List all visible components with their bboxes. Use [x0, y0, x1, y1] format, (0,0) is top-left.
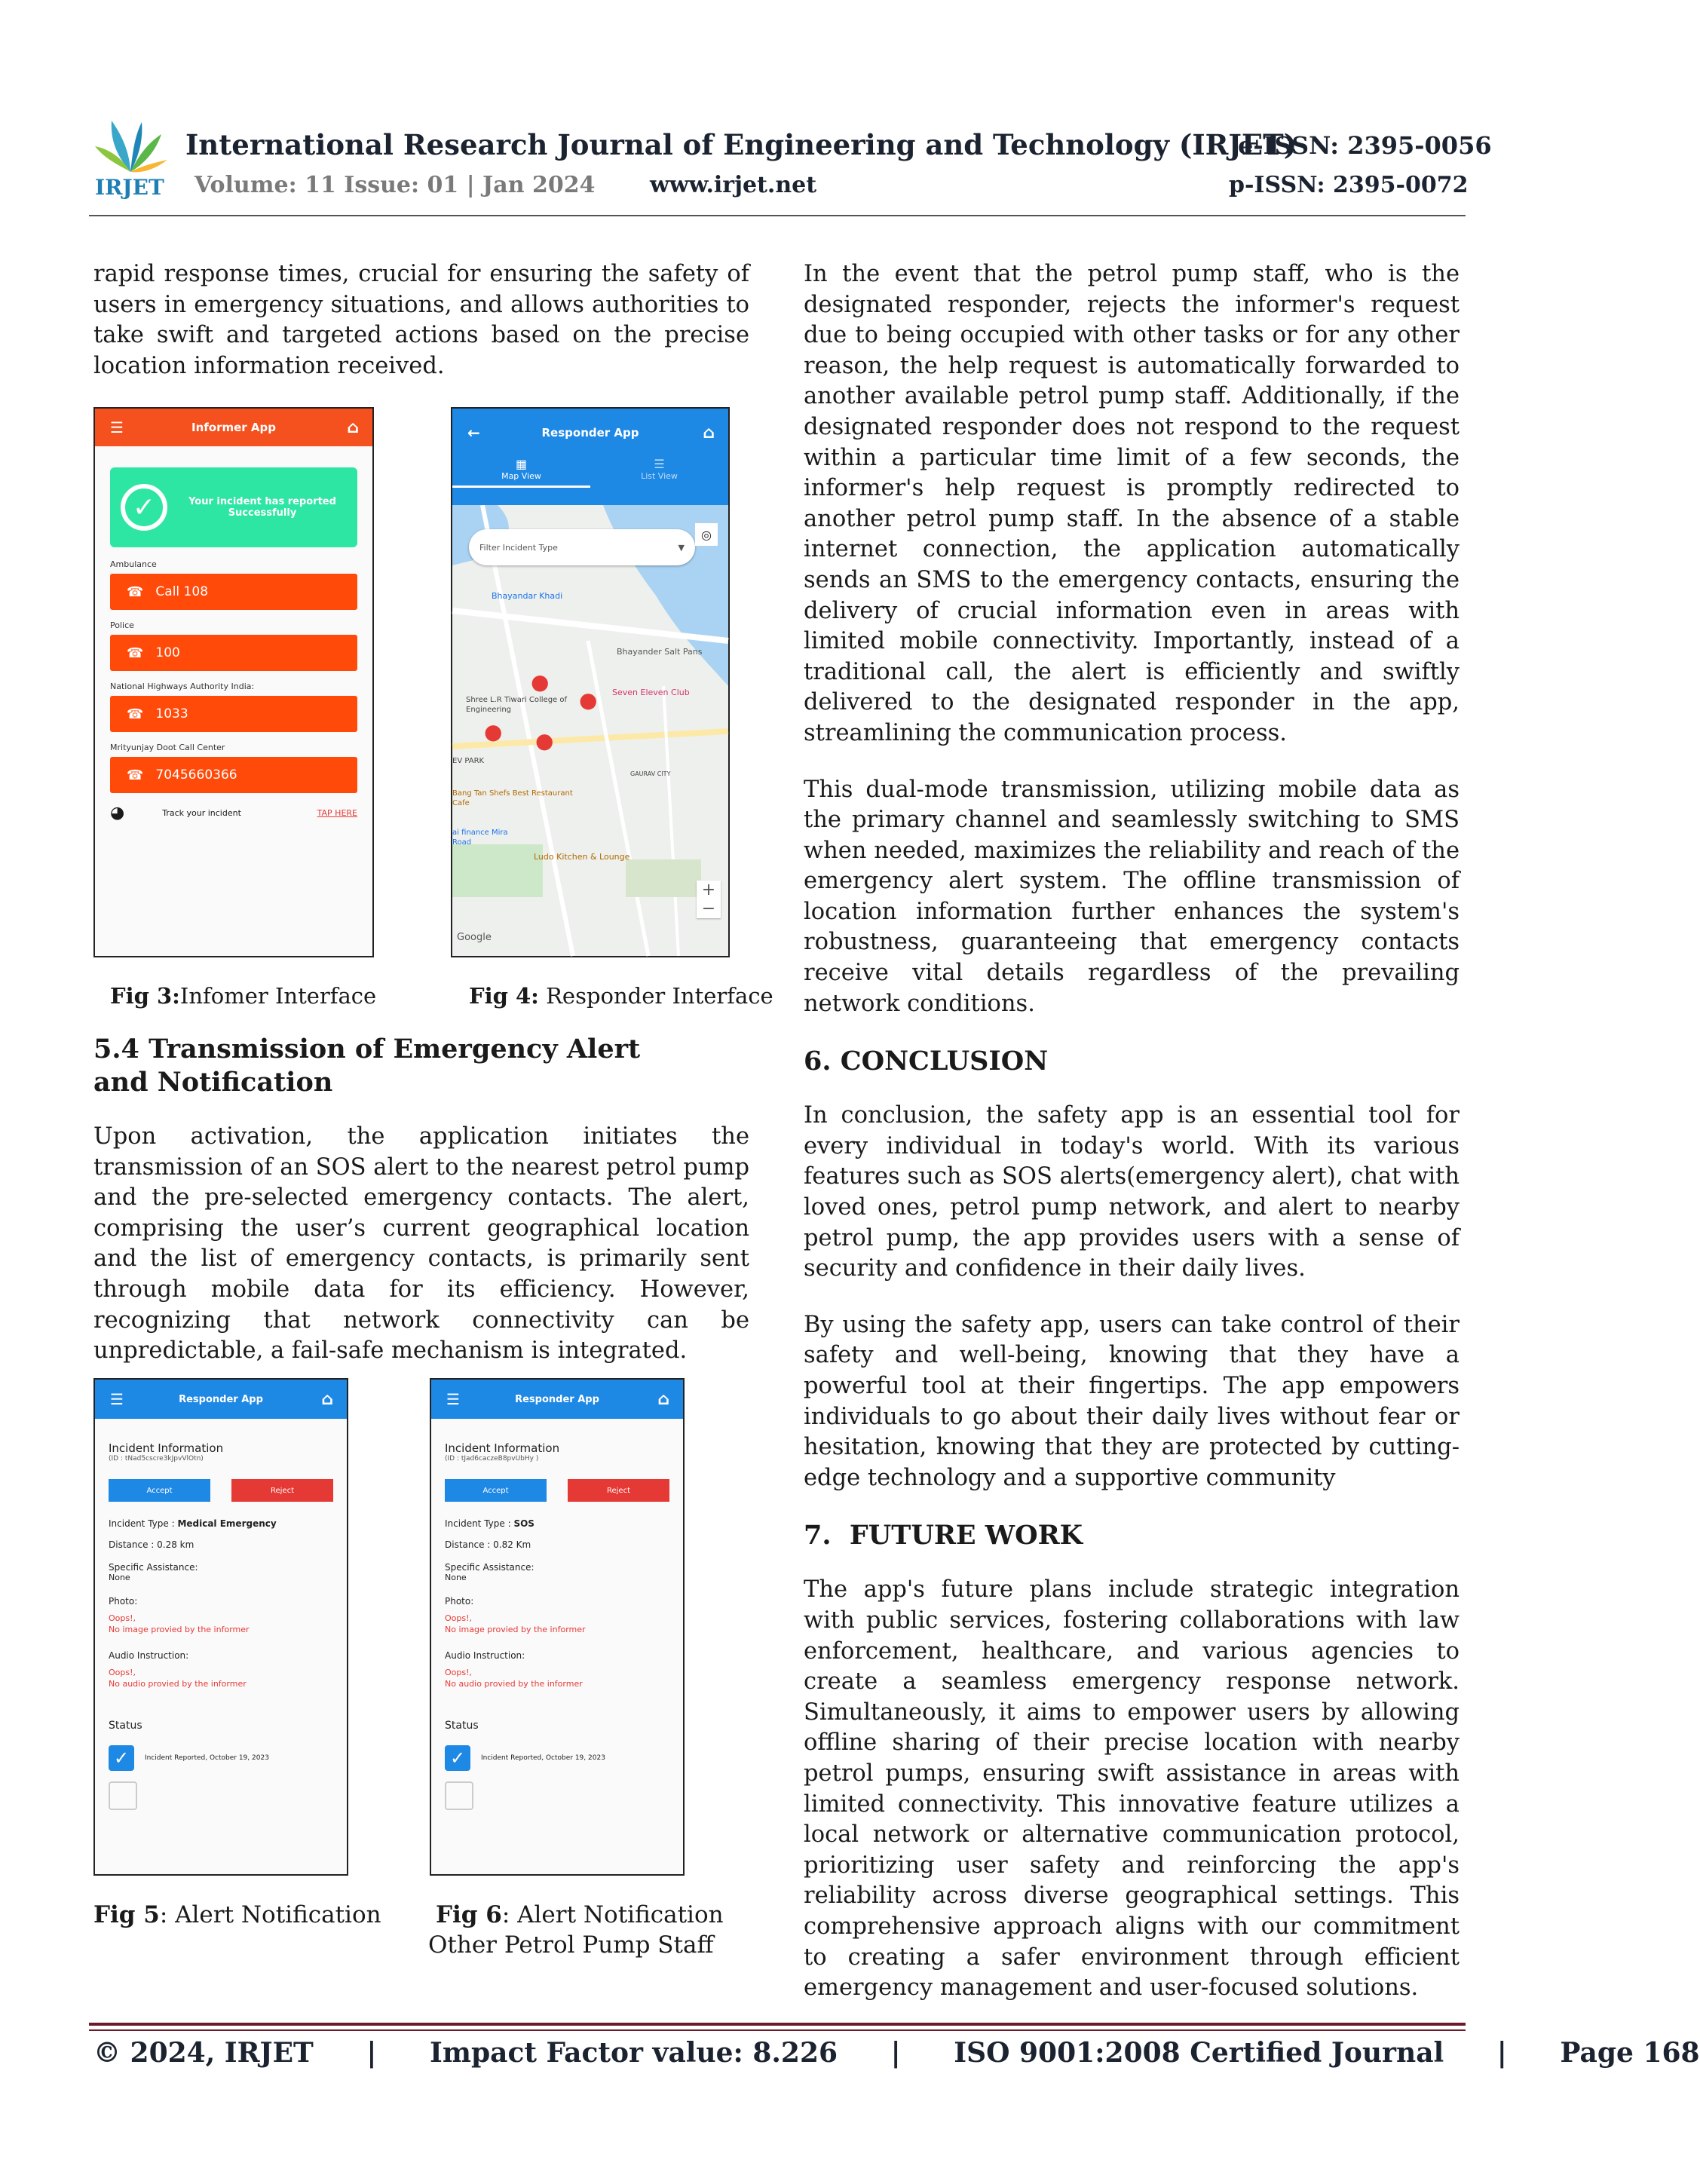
footer-rule-thin	[89, 2029, 1466, 2031]
call-ambulance-button[interactable]: ☎ Call 108	[110, 574, 357, 610]
section-5-4	[93, 1033, 749, 1392]
eissn: e-ISSN: 2395-0056	[1238, 131, 1492, 160]
home-icon: ⌂	[347, 418, 359, 437]
intro-text: rapid response times, crucial for ensuring the safety of users in emergency situations, and allows authorities to take swift and targeted actions based on the precise location information received.	[93, 261, 749, 379]
zoom-out-button[interactable]: −	[701, 899, 716, 918]
header-rule	[89, 215, 1466, 216]
footer	[93, 2037, 1700, 2069]
audio-message: No audio provied by the informer	[445, 1679, 583, 1689]
assistance-value: None	[109, 1573, 130, 1582]
audio-oops: Oops!,	[109, 1668, 136, 1677]
phone-icon: ☎	[127, 645, 144, 661]
my-location-icon[interactable]: ◎	[695, 523, 718, 546]
assistance-label: Specific Assistance:	[445, 1562, 535, 1573]
track-incident-row	[110, 804, 357, 822]
section-5-4-text: Upon activation, the application initiates the transmission of an SOS alert to the nearest petrol pump and the pre-selected emergency contacts. The alert, comprising the user’s current geographical location and the list of emergency contacts, is primarily sent through mobile data for its efficiency. However, recognizing that network connectivity can be unpredictable, a fail-safe mechanism is integrated.	[93, 1123, 749, 1365]
call-police-button[interactable]: ☎ 100	[110, 635, 357, 671]
status-row	[445, 1745, 669, 1771]
footer-separator: |	[1496, 2037, 1507, 2069]
footer-iso: ISO 9001:2008 Certified Journal	[954, 2037, 1444, 2069]
check-circle-icon: ✓	[121, 484, 167, 531]
tab-map-view[interactable]: ▦ Map View	[452, 457, 590, 488]
pending-checkbox	[109, 1781, 137, 1810]
footer-impact-factor: Impact Factor value: 8.226	[430, 2037, 838, 2069]
incident-pin-icon[interactable]: ●	[579, 688, 598, 712]
photo-oops: Oops!,	[109, 1613, 136, 1623]
fig3-caption: Fig 3:Infomer Interface	[110, 983, 377, 1009]
incident-id: (ID : tNad5cscre3kJpvVlOtn)	[109, 1455, 204, 1463]
accept-button[interactable]: Accept	[109, 1479, 210, 1502]
responder-forwarding-text: In the event that the petrol pump staff, who is the designated responder, rejects the informer's request due to being occupied with other tasks or for any other reason, the help request is automatically forwarded to another available petrol pump staff. Additionally, if the designated responder does not respond to the request within a particular time limit of a few seconds, the informer's help request is promptly redirected to another petrol pump staff. In the absence of a stable internet connection, the application automatically sends an SMS to the emergency contacts, ensuring the delivery of crucial information even in areas with limited mobile connectivity. Importantly, instead of a traditional call, the alert is efficiently and swiftly delivered to the designated responder in the app, streamlining the communication process.	[804, 261, 1460, 746]
assistance-label: Specific Assistance:	[109, 1562, 198, 1573]
phone-icon: ☎	[127, 706, 144, 722]
photo-label: Photo:	[445, 1596, 474, 1607]
audio-label: Audio Instruction:	[109, 1650, 189, 1661]
place-ev-park: EV PARK	[452, 757, 485, 765]
fig4-caption: Fig 4: Responder Interface	[469, 983, 773, 1009]
google-logo: Google	[457, 932, 492, 943]
place-seven-eleven: Seven Eleven Club	[612, 688, 690, 697]
informer-app-title: Informer App	[191, 421, 276, 434]
call-nhai-button[interactable]: ☎ 1033	[110, 696, 357, 732]
volume-issue: Volume: 11 Issue: 01 | Jan 2024	[195, 172, 596, 198]
phone-icon: ☎	[127, 584, 144, 600]
responder-map-header	[452, 409, 728, 505]
fig6-caption: Fig 6: Alert Notification	[436, 1901, 724, 1928]
journal-title: International Research Journal of Engineering and Technology (IRJET)	[185, 128, 1297, 161]
responder-app-bar	[431, 1380, 683, 1419]
status-item: Incident Reported, October 19, 2023	[481, 1754, 605, 1762]
nhai-label: National Highways Authority India:	[110, 682, 255, 691]
incident-distance: Distance : 0.82 Km	[445, 1539, 531, 1550]
place-salt-pans: Bhayander Salt Pans	[617, 647, 703, 657]
place-ludo-kitchen: Ludo Kitchen & Lounge	[534, 852, 630, 862]
informer-app-screenshot	[93, 407, 374, 957]
filter-incident-select[interactable]: Filter Incident Type ▼	[469, 529, 695, 565]
pending-checkbox	[445, 1781, 473, 1810]
place-bhayandar-khadi: Bhayandar Khadi	[492, 591, 563, 601]
menu-icon[interactable]: ☰	[446, 1390, 460, 1408]
home-icon[interactable]: ⌂	[657, 1389, 669, 1409]
phone-icon: ☎	[127, 767, 144, 783]
list-icon: ☰	[654, 457, 665, 471]
zoom-in-button[interactable]: +	[701, 881, 716, 899]
audio-label: Audio Instruction:	[445, 1650, 525, 1661]
place-college: Shree L.R Tiwari College of Engineering	[466, 696, 568, 714]
logo-text: IRJET	[95, 175, 164, 200]
responder-app-bar	[95, 1380, 347, 1419]
check-icon: ✓	[109, 1745, 134, 1771]
photo-message: No image provied by the informer	[445, 1625, 586, 1634]
responder-app-title: Responder App	[515, 1393, 599, 1405]
photo-oops: Oops!,	[445, 1613, 473, 1623]
accept-button[interactable]: Accept	[445, 1479, 547, 1502]
footer-rule	[89, 2023, 1466, 2026]
status-item: Incident Reported, October 19, 2023	[145, 1754, 269, 1762]
fig5-caption: Fig 5: Alert Notification	[93, 1901, 381, 1928]
pissn: p-ISSN: 2395-0072	[1229, 172, 1469, 198]
tap-here-link[interactable]: TAP HERE	[317, 808, 357, 818]
incident-type: Incident Type : Medical Emergency	[109, 1518, 277, 1529]
dual-mode-text: This dual-mode transmission, utilizing mobile data as the primary channel and seamlessly switching to SMS when needed, maximizes the reliability and reach of the emergency alert system. The offline transmission of location information further enhances the system's robustness, guaranteeing that emergency contacts receive vital details regardless of the prevailing network conditions.	[804, 776, 1460, 1017]
responder-app-title: Responder App	[541, 426, 639, 440]
home-icon[interactable]: ⌂	[703, 423, 715, 443]
footer-separator: |	[890, 2037, 901, 2069]
dropdown-arrow-icon: ▼	[678, 542, 685, 553]
section-5-4-heading: 5.4 Transmission of Emergency Alert and Notification	[93, 1034, 641, 1098]
menu-icon[interactable]: ☰	[110, 1390, 124, 1408]
assistance-value: None	[445, 1573, 467, 1582]
track-incident-text: Track your incident	[162, 808, 241, 818]
status-label: Status	[109, 1720, 142, 1732]
fig6-caption-line2: Other Petrol Pump Staff	[428, 1931, 714, 1959]
success-banner	[110, 467, 357, 547]
status-row	[109, 1745, 333, 1771]
back-arrow-icon[interactable]: ←	[467, 424, 480, 442]
incident-pin-icon[interactable]: ●	[484, 719, 503, 744]
incident-info-heading: Incident Information	[109, 1441, 224, 1455]
incident-info-heading: Incident Information	[445, 1441, 560, 1455]
map-icon: ▦	[515, 457, 528, 471]
incident-distance: Distance : 0.28 km	[109, 1539, 195, 1550]
photo-label: Photo:	[109, 1596, 138, 1607]
pie-chart-icon: ◕	[110, 804, 125, 822]
footer-separator: |	[366, 2037, 377, 2069]
menu-icon: ☰	[110, 418, 124, 436]
reject-button[interactable]: Reject	[568, 1479, 669, 1502]
mrityunjay-label: Mrityunjay Doot Call Center	[110, 743, 225, 752]
incident-pin-icon[interactable]: ●	[535, 728, 554, 753]
website: www.irjet.net	[650, 172, 817, 198]
place-ai-finance: ai finance Mira Road	[452, 829, 508, 847]
footer-copyright: © 2024, IRJET	[93, 2037, 314, 2069]
status-label: Status	[445, 1720, 479, 1732]
alert-notification-screenshot	[93, 1378, 348, 1876]
left-intro-paragraph	[93, 259, 749, 407]
informer-app-bar	[95, 409, 372, 446]
call-mrityunjay-button[interactable]: ☎ 7045660366	[110, 757, 357, 793]
conclusion-text-1: In conclusion, the safety app is an essential tool for every individual in today's world. With its various features such as SOS alerts(emergency alert), chat with loved ones, petrol pump network, and alert to nearby petrol pump, the app provides users with a sense of security and confidence in their daily lives.	[804, 1102, 1460, 1282]
alert-notification-other-staff-screenshot	[430, 1378, 685, 1876]
check-icon: ✓	[445, 1745, 470, 1771]
home-icon[interactable]: ⌂	[321, 1389, 333, 1409]
zoom-controls	[697, 881, 721, 918]
ambulance-label: Ambulance	[110, 559, 157, 569]
photo-message: No image provied by the informer	[109, 1625, 250, 1634]
footer-page-number: Page 168	[1560, 2037, 1700, 2069]
audio-message: No audio provied by the informer	[109, 1679, 247, 1689]
tab-list-view[interactable]: ☰ List View	[590, 457, 728, 488]
success-message: Your incident has reported Successfully	[188, 496, 336, 519]
future-work-text: The app's future plans include strategic integration with public services, fostering collaborations with law enforcement, healthcare, and various agencies to create a seamless emergency response network. Simultaneously, it aims to empower users by allowing offline sharing of their precise location with nearby petrol pumps, ensuring swift assistance in areas with limited connectivity. This innovative feature utilizes a local network or alternative communication protocol, prioritizing user safety and reinforcing the app's reliability across diverse geographical settings. This comprehensive approach aligns with our commitment to creating a safer environment through efficient emergency management and user-focused solutions.	[804, 1576, 1460, 2002]
section-7-heading: 7. FUTURE WORK	[804, 1520, 1083, 1551]
police-label: Police	[110, 620, 134, 630]
incident-id: (ID : tJad6caczeB8pvUbHy )	[445, 1455, 539, 1463]
place-gaurav-city: GAURAV CITY	[630, 770, 671, 777]
responder-map-screenshot	[451, 407, 730, 957]
responder-app-title: Responder App	[179, 1393, 263, 1405]
section-6-heading: 6. CONCLUSION	[804, 1046, 1049, 1077]
conclusion-text-2: By using the safety app, users can take control of their safety and well-being, knowing that they have a powerful tool at their fingertips. The app empowers individuals to go about their daily lives without fear or hesitation, knowing that they are protected by cutting-edge technology and a supportive community	[804, 1311, 1460, 1491]
incident-pin-icon[interactable]: ●	[531, 669, 550, 694]
incident-type: Incident Type : SOS	[445, 1518, 535, 1529]
audio-oops: Oops!,	[445, 1668, 473, 1677]
right-column	[804, 259, 1460, 2029]
place-bang-tan: Bang Tan Shefs Best Restaurant Cafe	[452, 789, 573, 807]
reject-button[interactable]: Reject	[231, 1479, 333, 1502]
